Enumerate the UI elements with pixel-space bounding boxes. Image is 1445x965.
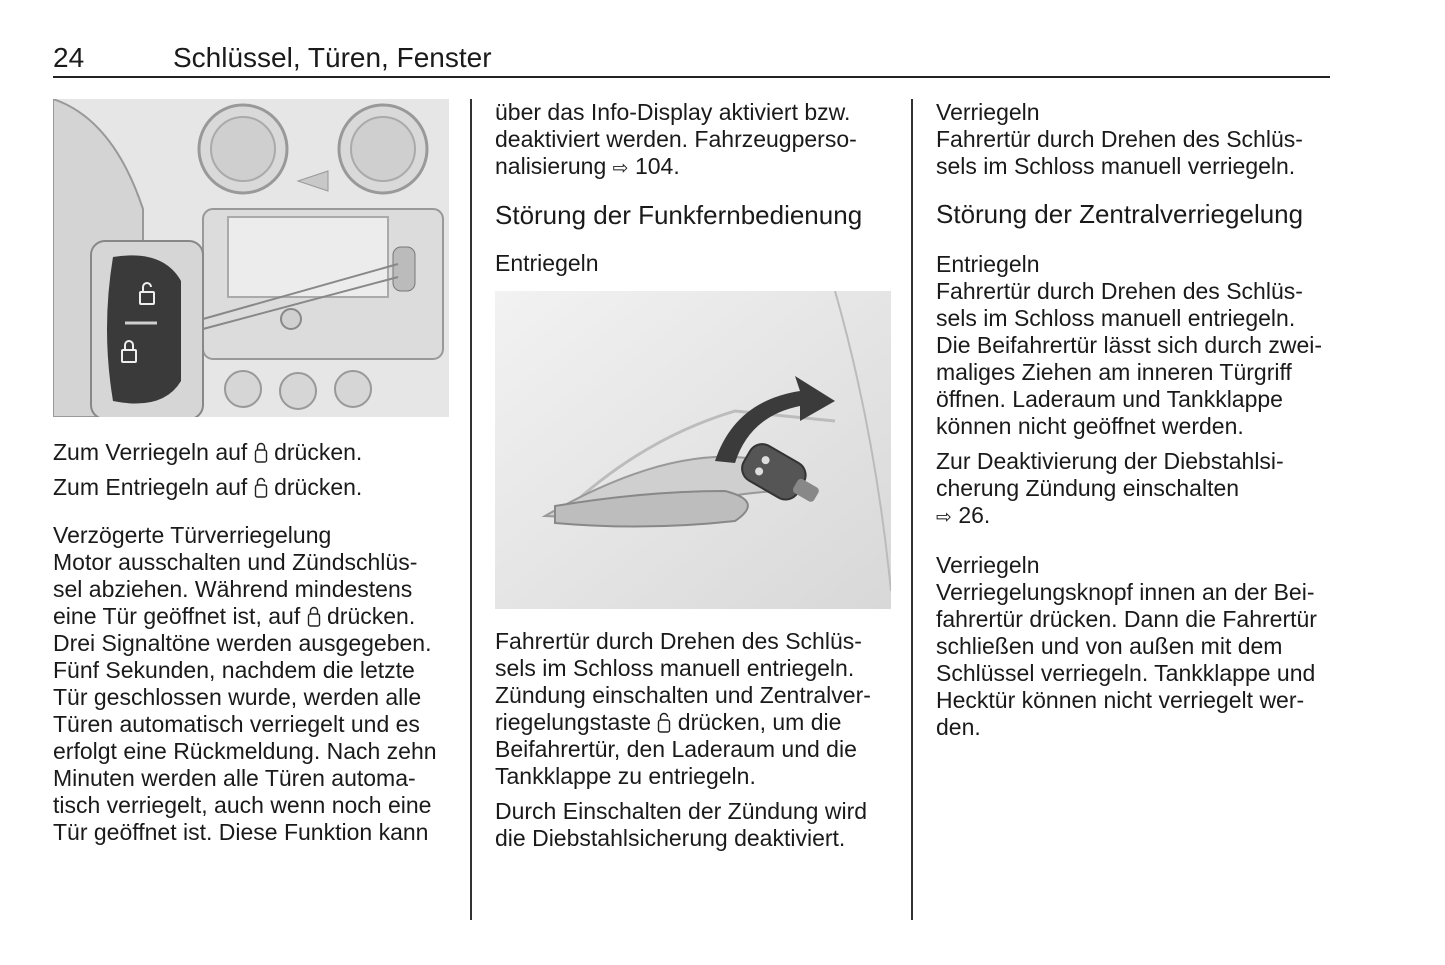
column-divider <box>470 99 472 920</box>
lock-icon <box>307 606 321 628</box>
door-handle-key-illustration <box>495 291 891 609</box>
lock2-heading: Verriegeln <box>936 552 1040 578</box>
page-reference-link[interactable]: 104. <box>634 153 680 179</box>
page-title: Schlüssel, Türen, Fenster <box>173 42 492 73</box>
column-divider <box>911 99 913 920</box>
manual-unlock-text: Fahrertür durch Drehen des Schlüs- sels im Schloss manuell entriegeln. Zündung einschalten und Zentralver- riegelungstaste drücken, um die Beifahrertür, den Laderaum und die Tankklappe zu entriegeln. <box>495 628 871 789</box>
intro-text: über das Info-Display aktiviert bzw. deaktiviert werden. Fahrzeugperso- nalisierung ⇨ 104. <box>495 99 857 179</box>
column-2 <box>495 99 895 852</box>
antitheft-text: Durch Einschalten der Zündung wird die Diebstahlsicherung deaktiviert. <box>495 798 868 851</box>
unlock-instruction: Zum Entriegeln auf drücken. <box>53 474 363 500</box>
unlock-text: Fahrertür durch Drehen des Schlüs- sels im Schloss manuell entriegeln. Die Beifahrertür lässt sich durch zwei- maliges Ziehen am inneren Türgriff öffnen. Laderaum und Tankklappe können nicht geöffnet werden. <box>936 278 1323 439</box>
lock-heading: Verriegeln <box>936 99 1040 125</box>
delayed-locking-heading: Verzögerte Türverriegelung <box>53 522 332 548</box>
page-number: 24 <box>53 42 85 73</box>
unlock-heading: Entriegeln <box>936 251 1040 277</box>
page-header <box>53 40 1330 78</box>
unlock-subheading: Entriegeln <box>495 250 599 276</box>
lock-icon <box>254 442 268 464</box>
reference-arrow-icon: ⇨ <box>612 157 629 179</box>
unlock-icon <box>254 477 268 499</box>
deactivation-text: Zur Deaktivierung der Diebstahlsi- cherung Zündung einschalten ⇨ 26. <box>936 448 1284 528</box>
column-3: Verriegeln Fahrertür durch Drehen des Schlüs- sels im Schloss manuell verriegeln. Störung der Zentralverriegelung Entriegeln Fahrertür durch Drehen des Schlüs- sels im Schloss manuell entriegeln. Die Beifahrertür lässt sich durch zwei- maliges Ziehen am inneren Türgriff öffnen. Laderaum und Tankklappe können nicht geöffnet werden. Zur Deaktivierung der Diebstahlsi- cherung Zündung einschalten ⇨ 26. Verriegeln Verriegelungsknopf innen an der Bei- fahrertür drücken. Dann die Fahrertür schließen und von außen mit dem Schlüssel verriegeln. Tankklappe und Hecktür können nicht verriegelt wer- den. <box>936 99 1336 741</box>
dashboard-illustration <box>53 99 449 417</box>
delayed-locking-text: Motor ausschalten und Zündschlüs- sel abziehen. Während mindestens eine Tür geöffnet ist, auf drücken. Drei Signaltöne werden ausgegeben. Fünf Sekunden, nachdem die letzte Tür geschlossen wurde, werden alle Türen automatisch verriegelt und es erfolgt eine Rückmeldung. Nach zehn Minuten werden alle Türen automa- tisch verriegelt, auch wenn noch eine Tür geöffnet ist. Diese Funktion kann <box>53 549 437 845</box>
remote-failure-heading: Störung der Funkfernbedienung <box>495 200 863 230</box>
reference-arrow-icon: ⇨ <box>936 506 952 528</box>
column-1 <box>53 99 453 846</box>
page-reference-link[interactable]: 26. <box>958 502 991 528</box>
lock-instruction: Zum Verriegeln auf drücken. <box>53 439 363 465</box>
central-locking-failure-heading: Störung der Zentralverriegelung <box>936 199 1304 229</box>
lock2-text: Verriegelungsknopf innen an der Bei- fahrertür drücken. Dann die Fahrertür schließen und von außen mit dem Schlüssel verriegeln. Tankklappe und Hecktür können nicht verriegelt wer- den. <box>936 579 1317 740</box>
unlock-icon <box>657 712 671 734</box>
